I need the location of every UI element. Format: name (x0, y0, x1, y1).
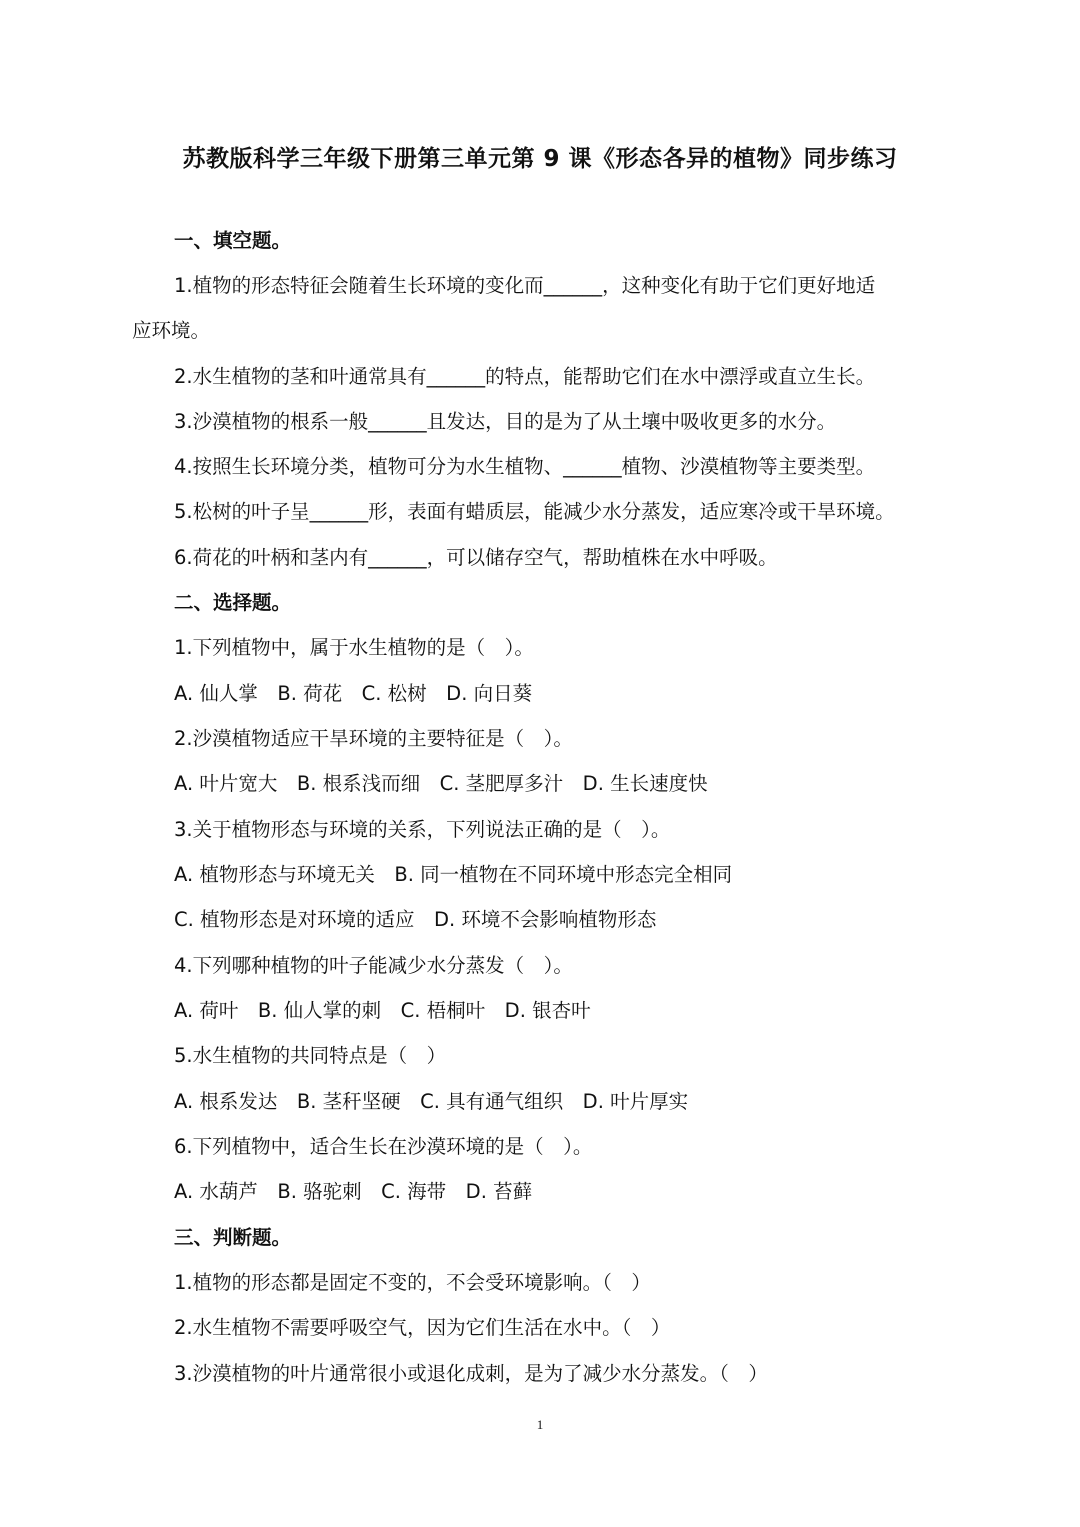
question-line: 6.下列植物中，适合生长在沙漠环境的是（ ）。 (174, 1135, 593, 1158)
question-line: 5.松树的叶子呈______形，表面有蜡质层，能减少水分蒸发，适应寒冷或干旱环境。 (174, 500, 895, 523)
question-line: 4.下列哪种植物的叶子能减少水分蒸发（ ）。 (174, 954, 573, 977)
answer-options: A. 仙人掌 B. 荷花 C. 松树 D. 向日葵 (174, 682, 533, 705)
question-line: 4.按照生长环境分类，植物可分为水生植物、______植物、沙漠植物等主要类型。 (174, 455, 876, 478)
section-heading-multiple-choice: 二、选择题。 (174, 591, 292, 614)
answer-options: A. 荷叶 B. 仙人掌的刺 C. 梧桐叶 D. 银杏叶 (174, 999, 591, 1022)
section-heading-true-false: 三、判断题。 (174, 1226, 292, 1249)
page-title: 苏教版科学三年级下册第三单元第 9 课《形态各异的植物》同步练习 (182, 146, 898, 172)
answer-options: C. 植物形态是对环境的适应 D. 环境不会影响植物形态 (174, 908, 657, 931)
answer-options: A. 植物形态与环境无关 B. 同一植物在不同环境中形态完全相同 (174, 863, 733, 886)
question-line: 1.植物的形态都是固定不变的，不会受环境影响。（ ） (174, 1271, 651, 1294)
answer-options: A. 根系发达 B. 茎秆坚硬 C. 具有通气组织 D. 叶片厚实 (174, 1090, 689, 1113)
question-line: 3.关于植物形态与环境的关系，下列说法正确的是（ ）。 (174, 818, 671, 841)
question-line: 2.水生植物不需要呼吸空气，因为它们生活在水中。（ ） (174, 1316, 671, 1339)
question-line: 1.植物的形态特征会随着生长环境的变化而______，这种变化有助于它们更好地适 (174, 274, 876, 297)
question-line-continuation: 应环境。 (132, 319, 211, 342)
question-line: 3.沙漠植物的根系一般______且发达，目的是为了从土壤中吸收更多的水分。 (174, 410, 837, 433)
page-number: 1 (536, 1417, 544, 1432)
question-line: 1.下列植物中，属于水生植物的是（ ）。 (174, 636, 534, 659)
question-line: 6.荷花的叶柄和茎内有______，可以储存空气，帮助植株在水中呼吸。 (174, 546, 778, 569)
question-line: 2.沙漠植物适应干旱环境的主要特征是（ ）。 (174, 727, 573, 750)
question-line: 3.沙漠植物的叶片通常很小或退化成刺，是为了减少水分蒸发。（ ） (174, 1362, 768, 1385)
answer-options: A. 水葫芦 B. 骆驼刺 C. 海带 D. 苔藓 (174, 1180, 533, 1203)
question-line: 5.水生植物的共同特点是（ ） (174, 1044, 447, 1067)
question-line: 2.水生植物的茎和叶通常具有______的特点，能帮助它们在水中漂浮或直立生长。 (174, 365, 876, 388)
section-heading-fill-blank: 一、填空题。 (174, 229, 292, 252)
answer-options: A. 叶片宽大 B. 根系浅而细 C. 茎肥厚多汁 D. 生长速度快 (174, 772, 708, 795)
